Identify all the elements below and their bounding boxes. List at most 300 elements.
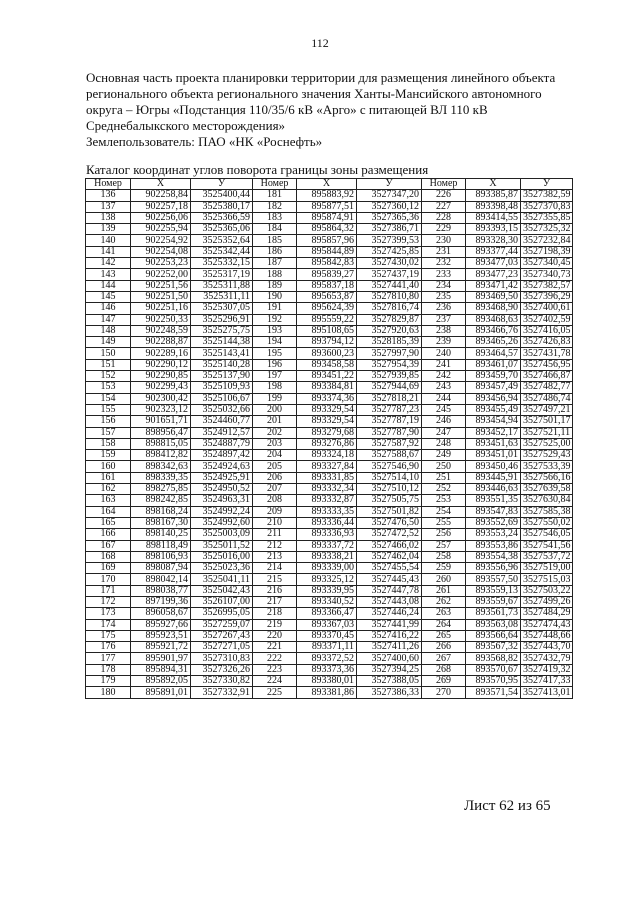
point-number-cell: 145 bbox=[86, 291, 131, 302]
coord-x-cell: 893566,64 bbox=[466, 630, 521, 641]
coord-x-cell: 893571,54 bbox=[466, 687, 521, 698]
coord-y-cell: 3525400,44 bbox=[191, 190, 253, 201]
coord-x-cell: 902290,85 bbox=[131, 371, 191, 382]
coord-y-cell: 3525137,90 bbox=[191, 371, 253, 382]
coord-y-cell: 3527430,02 bbox=[357, 258, 422, 269]
point-number-cell: 263 bbox=[422, 608, 466, 619]
point-number-cell: 167 bbox=[86, 540, 131, 551]
coord-y-cell: 3527232,84 bbox=[521, 235, 573, 246]
coord-y-cell: 3527505,75 bbox=[357, 495, 422, 506]
table-row bbox=[86, 303, 573, 314]
coord-x-cell: 893373,36 bbox=[297, 664, 357, 675]
coord-y-cell: 3525317,19 bbox=[191, 269, 253, 280]
point-number-cell: 139 bbox=[86, 224, 131, 235]
point-number-cell: 269 bbox=[422, 676, 466, 687]
coord-y-cell: 3527388,05 bbox=[357, 676, 422, 687]
coord-x-cell: 893459,70 bbox=[466, 371, 521, 382]
coord-y-cell: 3527466,87 bbox=[521, 371, 573, 382]
coord-x-cell: 902288,87 bbox=[131, 337, 191, 348]
table-row bbox=[86, 404, 573, 415]
coord-x-cell: 893553,24 bbox=[466, 529, 521, 540]
coord-x-cell: 893336,93 bbox=[297, 529, 357, 540]
point-number-cell: 210 bbox=[253, 517, 297, 528]
coord-y-cell: 3524897,42 bbox=[191, 450, 253, 461]
point-number-cell: 208 bbox=[253, 495, 297, 506]
point-number-cell: 136 bbox=[86, 190, 131, 201]
point-number-cell: 194 bbox=[253, 337, 297, 348]
coord-x-cell: 902299,43 bbox=[131, 382, 191, 393]
column-header: У bbox=[521, 179, 573, 190]
coord-y-cell: 3527198,39 bbox=[521, 246, 573, 257]
coord-x-cell: 893393,15 bbox=[466, 224, 521, 235]
coord-y-cell: 3525032,66 bbox=[191, 404, 253, 415]
point-number-cell: 140 bbox=[86, 235, 131, 246]
coord-x-cell: 895857,96 bbox=[297, 235, 357, 246]
coord-x-cell: 893570,67 bbox=[466, 664, 521, 675]
point-number-cell: 191 bbox=[253, 303, 297, 314]
coord-x-cell: 902251,56 bbox=[131, 280, 191, 291]
coord-x-cell: 902252,00 bbox=[131, 269, 191, 280]
coord-x-cell: 893331,85 bbox=[297, 472, 357, 483]
coord-y-cell: 3527386,71 bbox=[357, 224, 422, 235]
coord-y-cell: 3527484,29 bbox=[521, 608, 573, 619]
coord-y-cell: 3527416,22 bbox=[357, 630, 422, 641]
coord-y-cell: 3527425,85 bbox=[357, 246, 422, 257]
coord-y-cell: 3527787,23 bbox=[357, 404, 422, 415]
coord-y-cell: 3527448,66 bbox=[521, 630, 573, 641]
coord-x-cell: 898087,94 bbox=[131, 563, 191, 574]
coord-y-cell: 3525352,64 bbox=[191, 235, 253, 246]
coord-y-cell: 3527382,59 bbox=[521, 190, 573, 201]
point-number-cell: 246 bbox=[422, 416, 466, 427]
coord-y-cell: 3526107,00 bbox=[191, 596, 253, 607]
coord-x-cell: 895837,18 bbox=[297, 280, 357, 291]
point-number-cell: 166 bbox=[86, 529, 131, 540]
table-row bbox=[86, 608, 573, 619]
point-number-cell: 205 bbox=[253, 461, 297, 472]
point-number-cell: 163 bbox=[86, 495, 131, 506]
coord-y-cell: 3527462,04 bbox=[357, 551, 422, 562]
table-row bbox=[86, 258, 573, 269]
point-number-cell: 260 bbox=[422, 574, 466, 585]
point-number-cell: 257 bbox=[422, 540, 466, 551]
point-number-cell: 162 bbox=[86, 484, 131, 495]
coord-x-cell: 898339,35 bbox=[131, 472, 191, 483]
coord-y-cell: 3525307,05 bbox=[191, 303, 253, 314]
coord-y-cell: 3524460,77 bbox=[191, 416, 253, 427]
coord-y-cell: 3527639,58 bbox=[521, 484, 573, 495]
point-number-cell: 168 bbox=[86, 551, 131, 562]
point-number-cell: 216 bbox=[253, 585, 297, 596]
coord-x-cell: 893384,81 bbox=[297, 382, 357, 393]
coord-y-cell: 3527829,87 bbox=[357, 314, 422, 325]
header-line-3: округа – Югры «Подстанция 110/35/6 кВ «Арго» с питающей ВЛ 110 кВ bbox=[86, 102, 488, 117]
coord-y-cell: 3525003,09 bbox=[191, 529, 253, 540]
coord-x-cell: 898042,14 bbox=[131, 574, 191, 585]
coord-y-cell: 3527417,33 bbox=[521, 676, 573, 687]
coord-y-cell: 3527394,25 bbox=[357, 664, 422, 675]
point-number-cell: 149 bbox=[86, 337, 131, 348]
coord-x-cell: 895874,91 bbox=[297, 212, 357, 223]
coord-y-cell: 3527541,56 bbox=[521, 540, 573, 551]
coord-x-cell: 893446,63 bbox=[466, 484, 521, 495]
point-number-cell: 156 bbox=[86, 416, 131, 427]
coord-y-cell: 3525144,38 bbox=[191, 337, 253, 348]
point-number-cell: 190 bbox=[253, 291, 297, 302]
coord-y-cell: 3527474,43 bbox=[521, 619, 573, 630]
coord-y-cell: 3524912,57 bbox=[191, 427, 253, 438]
coord-x-cell: 898275,85 bbox=[131, 484, 191, 495]
coord-x-cell: 893468,63 bbox=[466, 314, 521, 325]
point-number-cell: 143 bbox=[86, 269, 131, 280]
point-number-cell: 228 bbox=[422, 212, 466, 223]
coord-x-cell: 895901,97 bbox=[131, 653, 191, 664]
coord-x-cell: 893340,52 bbox=[297, 596, 357, 607]
coord-x-cell: 893380,01 bbox=[297, 676, 357, 687]
point-number-cell: 217 bbox=[253, 596, 297, 607]
point-number-cell: 141 bbox=[86, 246, 131, 257]
coord-y-cell: 3528185,39 bbox=[357, 337, 422, 348]
point-number-cell: 220 bbox=[253, 630, 297, 641]
coord-y-cell: 3524925,91 bbox=[191, 472, 253, 483]
table-row bbox=[86, 642, 573, 653]
coord-x-cell: 893381,86 bbox=[297, 687, 357, 698]
coord-y-cell: 3527441,99 bbox=[357, 619, 422, 630]
coord-x-cell: 893469,50 bbox=[466, 291, 521, 302]
point-number-cell: 184 bbox=[253, 224, 297, 235]
table-row bbox=[86, 540, 573, 551]
coord-y-cell: 3527585,38 bbox=[521, 506, 573, 517]
coord-x-cell: 893553,86 bbox=[466, 540, 521, 551]
coord-x-cell: 893466,76 bbox=[466, 325, 521, 336]
coord-x-cell: 893367,03 bbox=[297, 619, 357, 630]
coord-x-cell: 893372,52 bbox=[297, 653, 357, 664]
point-number-cell: 189 bbox=[253, 280, 297, 291]
point-number-cell: 252 bbox=[422, 484, 466, 495]
coord-x-cell: 902251,16 bbox=[131, 303, 191, 314]
coord-y-cell: 3524992,24 bbox=[191, 506, 253, 517]
table-body bbox=[86, 190, 573, 698]
point-number-cell: 195 bbox=[253, 348, 297, 359]
point-number-cell: 200 bbox=[253, 404, 297, 415]
table-row bbox=[86, 291, 573, 302]
table-row bbox=[86, 269, 573, 280]
coord-x-cell: 893414,55 bbox=[466, 212, 521, 223]
table-row bbox=[86, 664, 573, 675]
point-number-cell: 142 bbox=[86, 258, 131, 269]
coord-x-cell: 893371,11 bbox=[297, 642, 357, 653]
coord-y-cell: 3525332,15 bbox=[191, 258, 253, 269]
point-number-cell: 234 bbox=[422, 280, 466, 291]
coord-y-cell: 3527330,82 bbox=[191, 676, 253, 687]
coord-x-cell: 902323,12 bbox=[131, 404, 191, 415]
point-number-cell: 148 bbox=[86, 325, 131, 336]
coord-x-cell: 898242,85 bbox=[131, 495, 191, 506]
point-number-cell: 197 bbox=[253, 371, 297, 382]
point-number-cell: 185 bbox=[253, 235, 297, 246]
coord-x-cell: 893327,84 bbox=[297, 461, 357, 472]
coord-y-cell: 3525380,17 bbox=[191, 201, 253, 212]
point-number-cell: 232 bbox=[422, 258, 466, 269]
point-number-cell: 176 bbox=[86, 642, 131, 653]
coord-y-cell: 3527533,39 bbox=[521, 461, 573, 472]
coord-y-cell: 3524963,31 bbox=[191, 495, 253, 506]
point-number-cell: 213 bbox=[253, 551, 297, 562]
coord-y-cell: 3527400,61 bbox=[521, 303, 573, 314]
point-number-cell: 226 bbox=[422, 190, 466, 201]
coord-x-cell: 893339,95 bbox=[297, 585, 357, 596]
coord-y-cell: 3527402,59 bbox=[521, 314, 573, 325]
coord-x-cell: 893338,21 bbox=[297, 551, 357, 562]
table-row bbox=[86, 393, 573, 404]
coord-x-cell: 893465,26 bbox=[466, 337, 521, 348]
coord-x-cell: 893451,22 bbox=[297, 371, 357, 382]
coord-x-cell: 893450,46 bbox=[466, 461, 521, 472]
point-number-cell: 254 bbox=[422, 506, 466, 517]
coord-x-cell: 895842,83 bbox=[297, 258, 357, 269]
coord-x-cell: 893279,68 bbox=[297, 427, 357, 438]
point-number-cell: 152 bbox=[86, 371, 131, 382]
coord-x-cell: 893333,35 bbox=[297, 506, 357, 517]
column-header: У bbox=[191, 179, 253, 190]
coord-y-cell: 3527382,57 bbox=[521, 280, 573, 291]
point-number-cell: 170 bbox=[86, 574, 131, 585]
header-line-4: Среднебалыкского месторождения» bbox=[86, 118, 286, 133]
point-number-cell: 151 bbox=[86, 359, 131, 370]
point-number-cell: 182 bbox=[253, 201, 297, 212]
coord-x-cell: 893551,35 bbox=[466, 495, 521, 506]
coord-y-cell: 3527416,05 bbox=[521, 325, 573, 336]
point-number-cell: 180 bbox=[86, 687, 131, 698]
table-row bbox=[86, 653, 573, 664]
coord-x-cell: 902253,23 bbox=[131, 258, 191, 269]
coord-x-cell: 898167,30 bbox=[131, 517, 191, 528]
table-row bbox=[86, 551, 573, 562]
point-number-cell: 147 bbox=[86, 314, 131, 325]
coord-y-cell: 3527501,17 bbox=[521, 416, 573, 427]
coord-y-cell: 3527432,79 bbox=[521, 653, 573, 664]
coord-y-cell: 3527400,60 bbox=[357, 653, 422, 664]
table-row bbox=[86, 619, 573, 630]
table-row bbox=[86, 212, 573, 223]
coord-y-cell: 3527476,50 bbox=[357, 517, 422, 528]
table-row bbox=[86, 687, 573, 698]
coord-x-cell: 893554,38 bbox=[466, 551, 521, 562]
coord-y-cell: 3527501,82 bbox=[357, 506, 422, 517]
coord-y-cell: 3526995,05 bbox=[191, 608, 253, 619]
table-row bbox=[86, 506, 573, 517]
point-number-cell: 196 bbox=[253, 359, 297, 370]
coord-x-cell: 902257,18 bbox=[131, 201, 191, 212]
table-row bbox=[86, 484, 573, 495]
coord-x-cell: 898140,25 bbox=[131, 529, 191, 540]
point-number-cell: 154 bbox=[86, 393, 131, 404]
coord-x-cell: 893456,94 bbox=[466, 393, 521, 404]
coord-y-cell: 3524924,63 bbox=[191, 461, 253, 472]
coord-x-cell: 893477,23 bbox=[466, 269, 521, 280]
coord-x-cell: 893339,00 bbox=[297, 563, 357, 574]
coord-x-cell: 898815,05 bbox=[131, 438, 191, 449]
coord-y-cell: 3527529,43 bbox=[521, 450, 573, 461]
coord-y-cell: 3527365,36 bbox=[357, 212, 422, 223]
point-number-cell: 266 bbox=[422, 642, 466, 653]
coord-x-cell: 893557,50 bbox=[466, 574, 521, 585]
point-number-cell: 178 bbox=[86, 664, 131, 675]
coord-y-cell: 3527332,91 bbox=[191, 687, 253, 698]
coord-y-cell: 3525140,28 bbox=[191, 359, 253, 370]
coord-x-cell: 893452,17 bbox=[466, 427, 521, 438]
coord-x-cell: 902254,08 bbox=[131, 246, 191, 257]
coord-y-cell: 3525023,36 bbox=[191, 563, 253, 574]
coord-y-cell: 3525011,52 bbox=[191, 540, 253, 551]
point-number-cell: 256 bbox=[422, 529, 466, 540]
coord-x-cell: 895624,39 bbox=[297, 303, 357, 314]
coord-y-cell: 3525109,93 bbox=[191, 382, 253, 393]
point-number-cell: 258 bbox=[422, 551, 466, 562]
header-line-5: Землепользователь: ПАО «НК «Роснефть» bbox=[86, 134, 323, 149]
coord-y-cell: 3527347,20 bbox=[357, 190, 422, 201]
coord-y-cell: 3525365,06 bbox=[191, 224, 253, 235]
table-row bbox=[86, 630, 573, 641]
table-row bbox=[86, 337, 573, 348]
coord-y-cell: 3527486,74 bbox=[521, 393, 573, 404]
coord-y-cell: 3527515,03 bbox=[521, 574, 573, 585]
coord-x-cell: 893559,13 bbox=[466, 585, 521, 596]
coord-x-cell: 895559,22 bbox=[297, 314, 357, 325]
point-number-cell: 206 bbox=[253, 472, 297, 483]
point-number-cell: 233 bbox=[422, 269, 466, 280]
coord-y-cell: 3527482,77 bbox=[521, 382, 573, 393]
coord-x-cell: 893276,86 bbox=[297, 438, 357, 449]
coord-x-cell: 895844,89 bbox=[297, 246, 357, 257]
coord-x-cell: 895864,32 bbox=[297, 224, 357, 235]
coord-y-cell: 3527510,12 bbox=[357, 484, 422, 495]
table-row bbox=[86, 596, 573, 607]
coord-y-cell: 3527271,05 bbox=[191, 642, 253, 653]
header-line-1: Основная часть проекта планировки территории для размещения линейного объекта bbox=[86, 70, 556, 85]
coord-y-cell: 3527370,83 bbox=[521, 201, 573, 212]
point-number-cell: 229 bbox=[422, 224, 466, 235]
point-number-cell: 241 bbox=[422, 359, 466, 370]
point-number-cell: 157 bbox=[86, 427, 131, 438]
coord-y-cell: 3527920,63 bbox=[357, 325, 422, 336]
table-row bbox=[86, 517, 573, 528]
coord-y-cell: 3527472,52 bbox=[357, 529, 422, 540]
coord-x-cell: 893377,44 bbox=[466, 246, 521, 257]
coord-x-cell: 893451,63 bbox=[466, 438, 521, 449]
coord-y-cell: 3525042,43 bbox=[191, 585, 253, 596]
point-number-cell: 235 bbox=[422, 291, 466, 302]
coord-x-cell: 893337,72 bbox=[297, 540, 357, 551]
point-number-cell: 192 bbox=[253, 314, 297, 325]
coord-x-cell: 901651,71 bbox=[131, 416, 191, 427]
coord-y-cell: 3527499,26 bbox=[521, 596, 573, 607]
coord-y-cell: 3525311,11 bbox=[191, 291, 253, 302]
coord-x-cell: 893552,69 bbox=[466, 517, 521, 528]
point-number-cell: 247 bbox=[422, 427, 466, 438]
point-number-cell: 218 bbox=[253, 608, 297, 619]
point-number-cell: 137 bbox=[86, 201, 131, 212]
point-number-cell: 214 bbox=[253, 563, 297, 574]
coord-x-cell: 893366,47 bbox=[297, 608, 357, 619]
sheet-footer: Лист 62 из 65 bbox=[464, 798, 551, 814]
point-number-cell: 249 bbox=[422, 450, 466, 461]
coord-y-cell: 3527550,02 bbox=[521, 517, 573, 528]
point-number-cell: 253 bbox=[422, 495, 466, 506]
point-number-cell: 144 bbox=[86, 280, 131, 291]
coord-y-cell: 3527514,10 bbox=[357, 472, 422, 483]
point-number-cell: 245 bbox=[422, 404, 466, 415]
point-number-cell: 203 bbox=[253, 438, 297, 449]
coord-y-cell: 3527399,53 bbox=[357, 235, 422, 246]
point-number-cell: 174 bbox=[86, 619, 131, 630]
point-number-cell: 242 bbox=[422, 371, 466, 382]
coord-y-cell: 3527355,85 bbox=[521, 212, 573, 223]
coord-x-cell: 893570,95 bbox=[466, 676, 521, 687]
coord-y-cell: 3527944,69 bbox=[357, 382, 422, 393]
coord-y-cell: 3525296,91 bbox=[191, 314, 253, 325]
coord-y-cell: 3527503,22 bbox=[521, 585, 573, 596]
coord-x-cell: 893455,49 bbox=[466, 404, 521, 415]
point-number-cell: 171 bbox=[86, 585, 131, 596]
point-number-cell: 225 bbox=[253, 687, 297, 698]
coord-y-cell: 3527310,83 bbox=[191, 653, 253, 664]
coord-x-cell: 896058,67 bbox=[131, 608, 191, 619]
table-row bbox=[86, 427, 573, 438]
point-number-cell: 244 bbox=[422, 393, 466, 404]
coord-x-cell: 893328,30 bbox=[466, 235, 521, 246]
table-row bbox=[86, 529, 573, 540]
point-number-cell: 187 bbox=[253, 258, 297, 269]
coord-y-cell: 3525143,41 bbox=[191, 348, 253, 359]
coord-y-cell: 3527267,43 bbox=[191, 630, 253, 641]
coord-x-cell: 902255,94 bbox=[131, 224, 191, 235]
coord-y-cell: 3527446,24 bbox=[357, 608, 422, 619]
coord-y-cell: 3527566,16 bbox=[521, 472, 573, 483]
point-number-cell: 201 bbox=[253, 416, 297, 427]
coord-y-cell: 3527818,21 bbox=[357, 393, 422, 404]
coord-y-cell: 3527630,84 bbox=[521, 495, 573, 506]
table-row bbox=[86, 280, 573, 291]
coord-y-cell: 3525041,11 bbox=[191, 574, 253, 585]
table-row bbox=[86, 450, 573, 461]
table-row bbox=[86, 382, 573, 393]
table-row bbox=[86, 325, 573, 336]
point-number-cell: 251 bbox=[422, 472, 466, 483]
coord-x-cell: 902256,06 bbox=[131, 212, 191, 223]
coord-y-cell: 3527787,90 bbox=[357, 427, 422, 438]
point-number-cell: 240 bbox=[422, 348, 466, 359]
coord-x-cell: 897199,36 bbox=[131, 596, 191, 607]
point-number-cell: 264 bbox=[422, 619, 466, 630]
point-number-cell: 164 bbox=[86, 506, 131, 517]
coord-y-cell: 3527340,45 bbox=[521, 258, 573, 269]
column-header: X bbox=[131, 179, 191, 190]
coord-y-cell: 3527456,95 bbox=[521, 359, 573, 370]
point-number-cell: 146 bbox=[86, 303, 131, 314]
point-number-cell: 202 bbox=[253, 427, 297, 438]
point-number-cell: 207 bbox=[253, 484, 297, 495]
coord-y-cell: 3524887,79 bbox=[191, 438, 253, 449]
point-number-cell: 155 bbox=[86, 404, 131, 415]
coord-x-cell: 898038,77 bbox=[131, 585, 191, 596]
table-row bbox=[86, 574, 573, 585]
point-number-cell: 199 bbox=[253, 393, 297, 404]
coord-y-cell: 3527519,00 bbox=[521, 563, 573, 574]
coord-y-cell: 3527360,12 bbox=[357, 201, 422, 212]
table-row bbox=[86, 438, 573, 449]
coord-x-cell: 893563,08 bbox=[466, 619, 521, 630]
